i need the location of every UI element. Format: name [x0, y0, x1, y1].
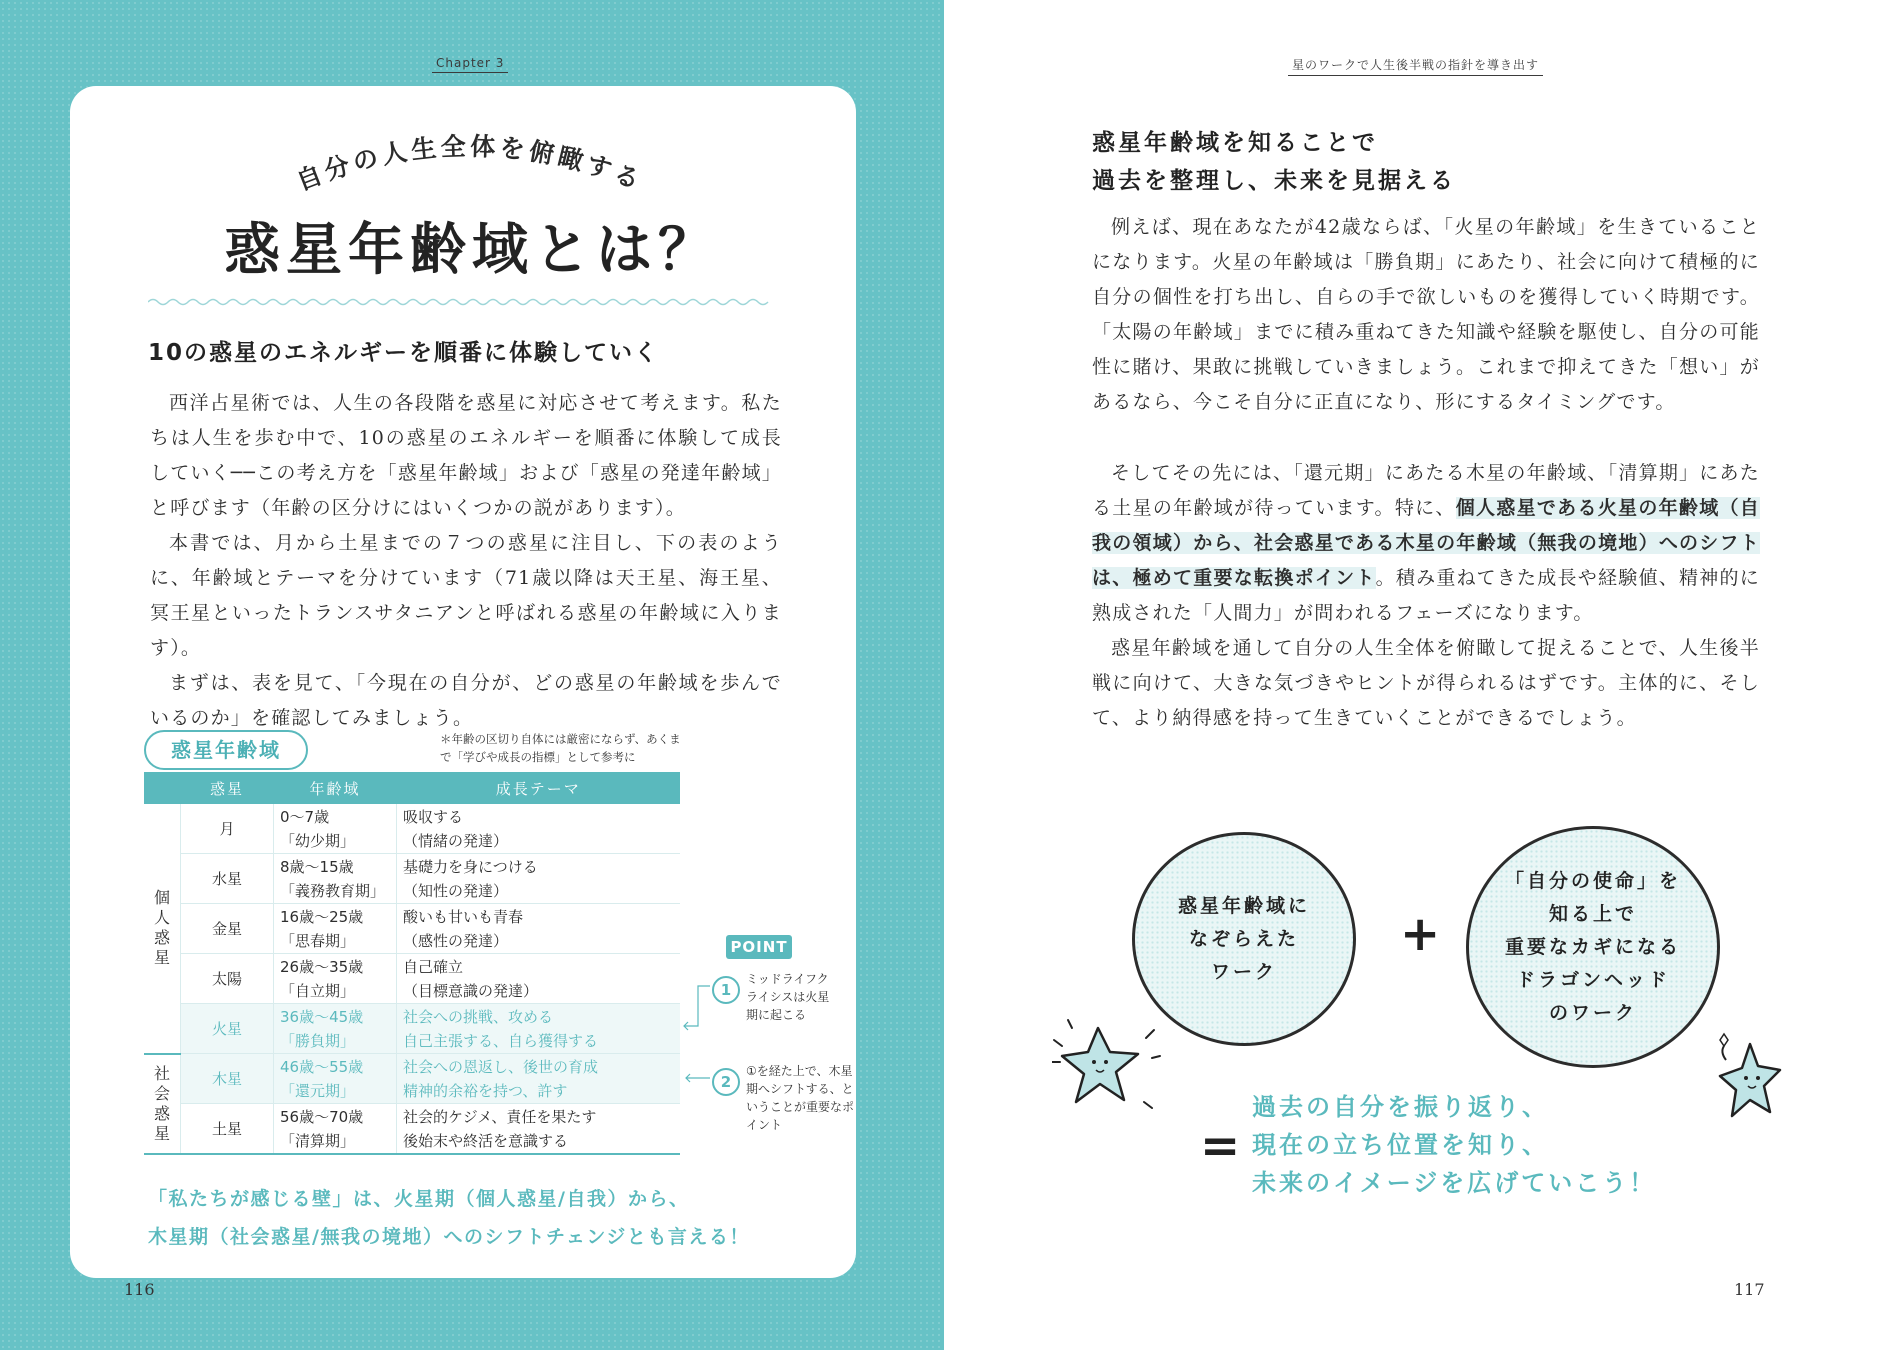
table-row [144, 804, 680, 854]
result-line: 現在の立ち位置を知り、 [1252, 1131, 1549, 1159]
callout-2-text: ①を経た上で、木星期へシフトする、ということが重要なポイント [746, 1064, 855, 1132]
growth-theme: 酸いも甘いも青春 （感性の発達） [397, 904, 681, 954]
paragraph: そしてその先には、「還元期」にあたる木星の年齢域、「清算期」にあたる土星の年齢域が待っています。特に、個人惑星である火星の年齢域（自我の領域）から、社会惑星である木星の年齢域（無我の境地）へのシフトは、極めて重要な転換ポイント。積み重ねてきた成長や経験値、精神的に熟成された「人間力」が問われるフェーズになります。 [1092, 462, 1760, 624]
planet-name: 太陽 [181, 954, 274, 1004]
growth-theme: 社会への恩返し、後世の育成 精神的余裕を持つ、許す [397, 1054, 681, 1104]
result-line: 未来のイメージを広げていこう！ [1252, 1169, 1657, 1197]
group-social [144, 1054, 181, 1155]
paragraph: 本書では、月から土星までの７つの惑星に注目し、下の表のように、年齢域とテーマを分けています（71歳以降は天王星、海王星、冥王星といったトランスサタニアンと呼ばれる惑星の年齢域に入ります）。 [150, 532, 782, 659]
age-range: 0〜7歳 「幼少期」 [274, 804, 397, 854]
paragraph: 例えば、現在あなたが42歳ならば、「火星の年齢域」を生きていることになります。火星の年齢域は「勝負期」にあたり、社会に向けて積極的に自分の個性を打ち出し、自らの手で欲しいものを獲得していく時期です。「太陽の年齢域」までに積み重ねてきた知識や経験を駆使し、自分の可能性に賭け、果敢に挑戦していきましょう。これまで抑えてきた「想い」があるなら、今こそ自分に正直になり、形にするタイミングです。 [1092, 216, 1760, 413]
growth-theme: 吸収する （情緒の発達） [397, 804, 681, 854]
conclusion-line: 「私たちが感じる壁」は、火星期（個人惑星/自我）から、 [148, 1188, 690, 1210]
planet-name: 土星 [181, 1104, 274, 1155]
callout-number-2: 2 [712, 1068, 740, 1096]
growth-theme: 社会的ケジメ、責任を果たす 後始末や終活を意識する [397, 1104, 681, 1155]
star-character-icon [1052, 1016, 1162, 1126]
planet-age-table [144, 772, 680, 1155]
right-body-text [1092, 210, 1760, 420]
paragraph: 惑星年齢域を通して自分の人生全体を俯瞰して捉えることで、人生後半戦に向けて、大きな気づきやヒントが得られるはずです。主体的に、そして、より納得感を持って生きていくことができるでしょう。 [1092, 637, 1760, 729]
right-heading [1092, 124, 1456, 200]
result-text [1252, 1088, 1656, 1202]
table-label: 惑星年齢域 [144, 730, 308, 770]
bubble-text: 「自分の使命」を 知る上で 重要なカギになる ドラゴンヘッド のワーク [1504, 869, 1681, 1024]
growth-theme: 自己確立 （目標意識の発達） [397, 954, 681, 1004]
group-personal-label: 個 人 惑 星 [153, 888, 170, 968]
age-range: 8歳〜15歳 「義務教育期」 [274, 854, 397, 904]
planet-name: 火星 [181, 1004, 274, 1054]
age-range: 16歳〜25歳 「思春期」 [274, 904, 397, 954]
wave-divider [148, 296, 778, 308]
chapter-label: Chapter 3 [432, 56, 508, 73]
callout-1-text: ミッドライフクライシスは火星期に起こる [746, 972, 830, 1022]
right-body-text-2 [1092, 456, 1760, 736]
age-range: 36歳〜45歳 「勝負期」 [274, 1004, 397, 1054]
running-head: 星のワークで人生後半戦の指針を導き出す [1288, 56, 1543, 76]
table-note: ＊年齢の区切り自体には厳密にならず、あくまで「学びや成長の指標」として参考に [440, 732, 681, 764]
heading-line: 過去を整理し、未来を見据える [1092, 168, 1456, 194]
planet-name: 木星 [181, 1054, 274, 1104]
group-social-label: 社 会 惑 星 [153, 1063, 170, 1143]
table-header-theme: 成長テーマ [397, 772, 681, 804]
section-heading: 10の惑星のエネルギーを順番に体験していく [148, 340, 660, 366]
paragraph: まずは、表を見て、「今現在の自分が、どの惑星の年齢域を歩んでいるのか」を確認してみましょう。 [150, 672, 782, 729]
table-row [144, 1054, 680, 1104]
svg-text:自分の人生全体を俯瞰する [292, 132, 647, 196]
equals-icon: = [1200, 1118, 1241, 1174]
table-header-row [144, 772, 680, 804]
table-header-age: 年齢域 [274, 772, 397, 804]
group-personal [144, 804, 181, 1054]
star-character-icon [1706, 1030, 1786, 1130]
callout-number-1: 1 [712, 976, 740, 1004]
age-range: 56歳〜70歳 「清算期」 [274, 1104, 397, 1155]
table-row [144, 954, 680, 1004]
table-row [144, 854, 680, 904]
planet-name: 金星 [181, 904, 274, 954]
page-number-right: 117 [1734, 1280, 1765, 1299]
left-body-text [150, 386, 782, 736]
work-bubble-planet-age [1132, 832, 1356, 1046]
table-row [144, 904, 680, 954]
table-header-planet: 惑星 [181, 772, 274, 804]
conclusion-line: 木星期（社会惑星/無我の境地）へのシフトチェンジとも言える！ [148, 1226, 750, 1248]
left-conclusion [148, 1180, 808, 1256]
bubble-text: 惑星年齢域に なぞらえた ワーク [1177, 894, 1310, 983]
table-row [144, 1104, 680, 1155]
highlighted-text: 個人惑星である火星の年齢域（自我の領域）から、社会惑星である木星の年齢域（無我の境地）へのシフトは、極めて重要な転換ポイント [1092, 497, 1760, 589]
table-row [144, 1004, 680, 1054]
paragraph: 西洋占星術では、人生の各段階を惑星に対応させて考えます。私たちは人生を歩む中で、10の惑星のエネルギーを順番に体験して成長していく──この考え方を「惑星年齢域」および「惑星の発達年齢域」と呼びます（年齢の区分けにはいくつかの説があります）。 [150, 392, 782, 519]
growth-theme: 基礎力を身につける （知性の発達） [397, 854, 681, 904]
planet-name: 水星 [181, 854, 274, 904]
age-range: 46歳〜55歳 「還元期」 [274, 1054, 397, 1104]
page-title: 惑星年齢域とは？ [224, 218, 720, 283]
table-header-group [144, 772, 181, 804]
planet-name: 月 [181, 804, 274, 854]
age-range: 26歳〜35歳 「自立期」 [274, 954, 397, 1004]
callout-arrows [680, 960, 720, 1100]
heading-line: 惑星年齢域を知ることで [1092, 130, 1378, 156]
work-bubble-dragon-head [1466, 826, 1720, 1068]
point-badge: POINT [726, 935, 792, 959]
result-line: 過去の自分を振り返り、 [1252, 1093, 1549, 1121]
title-subtitle-text: 自分の人生全体を俯瞰する [292, 131, 648, 197]
page-number-left: 116 [124, 1280, 155, 1299]
growth-theme: 社会への挑戦、攻める 自己主張する、自ら獲得する [397, 1004, 681, 1054]
plus-icon: + [1400, 906, 1441, 962]
